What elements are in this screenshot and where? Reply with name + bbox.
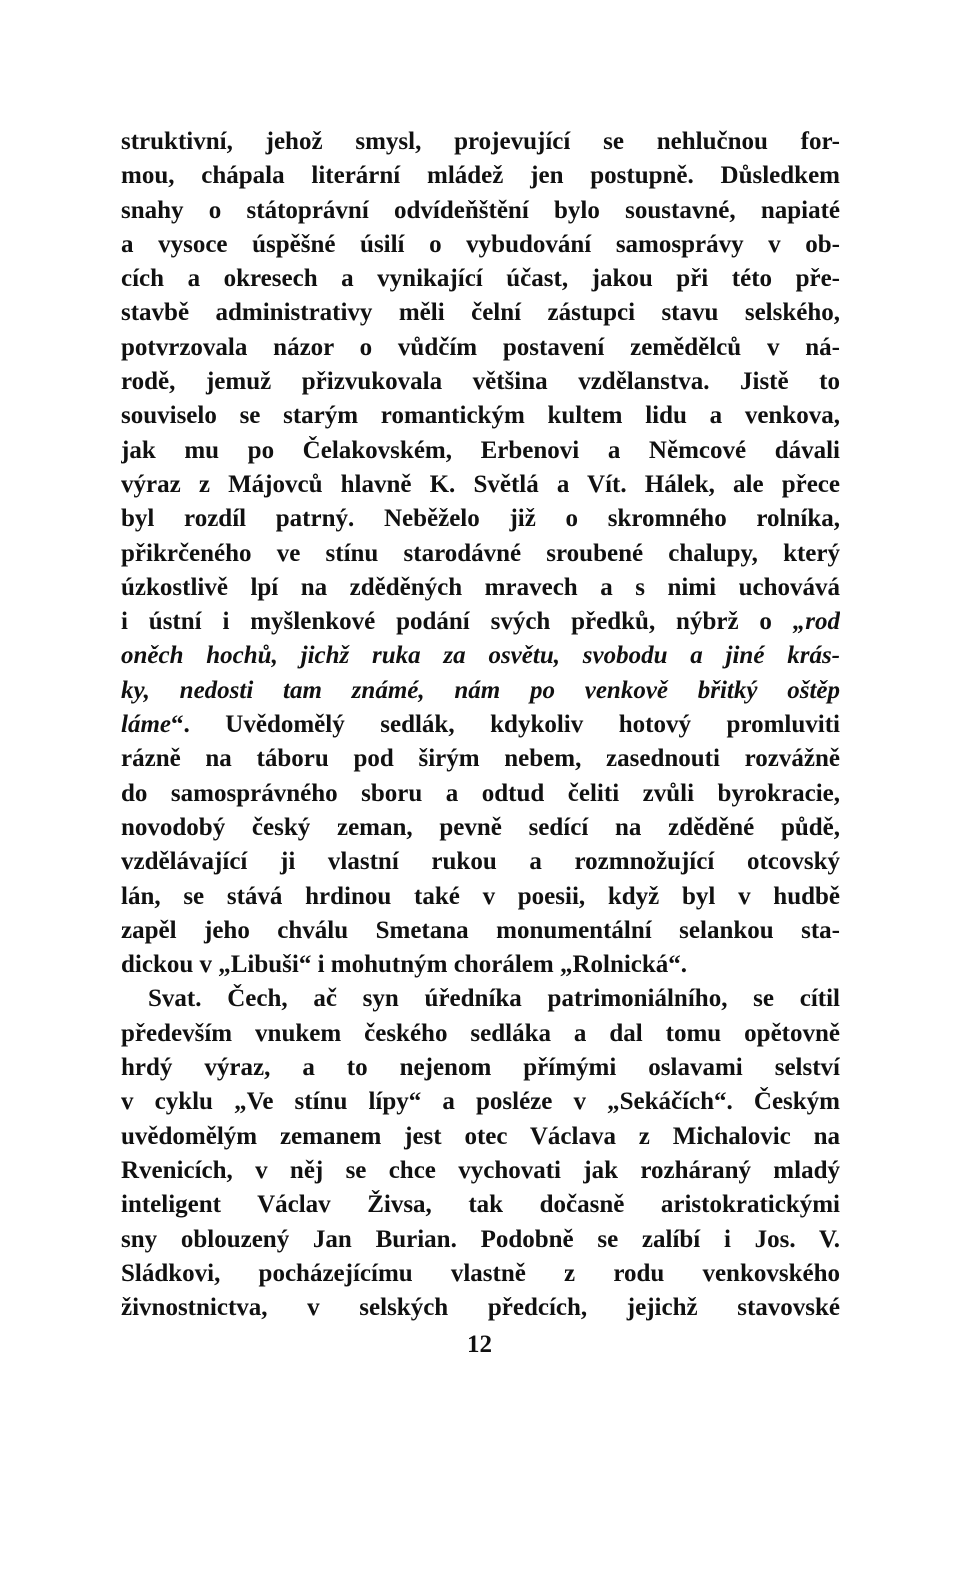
page-number: 12 xyxy=(467,1331,492,1358)
text-line: jak mu po Čelakovském, Erbenovi a Němcové dávali xyxy=(121,436,840,464)
text-line: inteligent Václav Živsa, tak dočasně aristokratickými xyxy=(121,1191,840,1219)
text-line: přikrčeného ve stínu starodávné sroubené chalupy, který xyxy=(121,539,840,567)
italic-quote-segment: láme xyxy=(121,711,171,739)
text-line: do samosprávného sboru a odtud čeliti zvůli byrokracie, xyxy=(121,779,840,807)
paragraph-2 xyxy=(121,982,840,1325)
text-line: struktivní, jehož smysl, projevující se nehlučnou for- xyxy=(121,128,840,155)
text-line: lán, se stává hrdinou také v poesii, když byl v hudbě xyxy=(121,882,840,910)
text-line: v cyklu „Ve stínu lípy“ a posléze v „Sekáčích“. Českým xyxy=(121,1088,840,1116)
text-line: rázně na táboru pod širým nebem, zasednouti rozvážně xyxy=(121,745,840,773)
text-line: cích a okresech a vynikající účast, jakou při této pře- xyxy=(121,265,840,293)
text-line: Rvenicích, v něj se chce vychovati jak rozháraný mladý xyxy=(121,1156,840,1184)
italic-quote-segment: „rod xyxy=(792,608,840,636)
text-line xyxy=(121,639,840,673)
text-line: snahy o státoprávní odvídeňštění bylo soustavné, napiaté xyxy=(121,196,840,224)
text-line: hrdý výraz, a to nejenom přímými oslavami selství xyxy=(121,1054,840,1082)
text-line xyxy=(121,605,840,639)
text-line: úzkostlivě lpí na zděděných mravech a s nimi uchovává xyxy=(121,573,840,601)
text-line: mou, chápala literární mládež jen postupně. Důsledkem xyxy=(121,162,840,190)
text-line: souviselo se starým romantickým kultem lidu a venkova, xyxy=(121,402,840,430)
text-line: Sládkovi, pocházejícímu vlastně z rodu venkovského xyxy=(121,1259,840,1287)
text-line: byl rozdíl patrný. Neběželo již o skromného rolníka, xyxy=(121,505,840,533)
text-line xyxy=(121,674,840,708)
italic-quote-segment: ky, nedosti tam známé, nám po venkově břitký oštěp xyxy=(121,676,840,704)
text-line: potvrzovala názor o vůdčím postavení zemědělců v ná- xyxy=(121,333,840,361)
text-line: výraz z Májovců hlavně K. Světlá a Vít. Hálek, ale přece xyxy=(121,470,840,498)
body-text xyxy=(121,125,840,1325)
text-line: Svat. Čech, ač syn úředníka patrimoniálního, se cítil xyxy=(148,985,840,1013)
text-line: sny oblouzený Jan Burian. Podobně se zalíbí i Jos. V. xyxy=(121,1225,840,1253)
text-line: uvědomělým zemanem jest otec Václava z Michalovic na xyxy=(121,1122,840,1150)
text-line: rodě, jemuž přizvukovala většina vzdělanstva. Jistě to xyxy=(121,368,840,396)
text-segment: “. Uvědomělý sedlák, kdykoliv hotový promluviti xyxy=(171,711,840,739)
paragraph-1 xyxy=(121,125,840,982)
text-line: novodobý český zeman, pevně sedící na zděděné půdě, xyxy=(121,813,840,841)
text-line: a vysoce úspěšné úsilí o vybudování samosprávy v ob- xyxy=(121,230,840,258)
italic-quote-segment: oněch hochů, jichž ruka za osvětu, svobodu a jiné krás- xyxy=(121,642,840,670)
text-line: stavbě administrativy měli čelní zástupci stavu selského, xyxy=(121,299,840,327)
text-line: zapěl jeho chválu Smetana monumentální selankou sta- xyxy=(121,916,840,944)
text-line: především vnukem českého sedláka a dal tomu opětovně xyxy=(121,1019,840,1047)
text-line xyxy=(121,708,840,742)
text-line: živnostnictva, v selských předcích, jejichž stavovské xyxy=(121,1294,840,1322)
text-line: vzdělávající ji vlastní rukou a rozmnožující otcovský xyxy=(121,848,840,876)
text-segment: i ústní i myšlenkové podání svých předků, nýbrž o xyxy=(121,608,793,636)
text-line: dickou v „Libuši“ i mohutným chorálem „Rolnická“. xyxy=(121,951,688,979)
